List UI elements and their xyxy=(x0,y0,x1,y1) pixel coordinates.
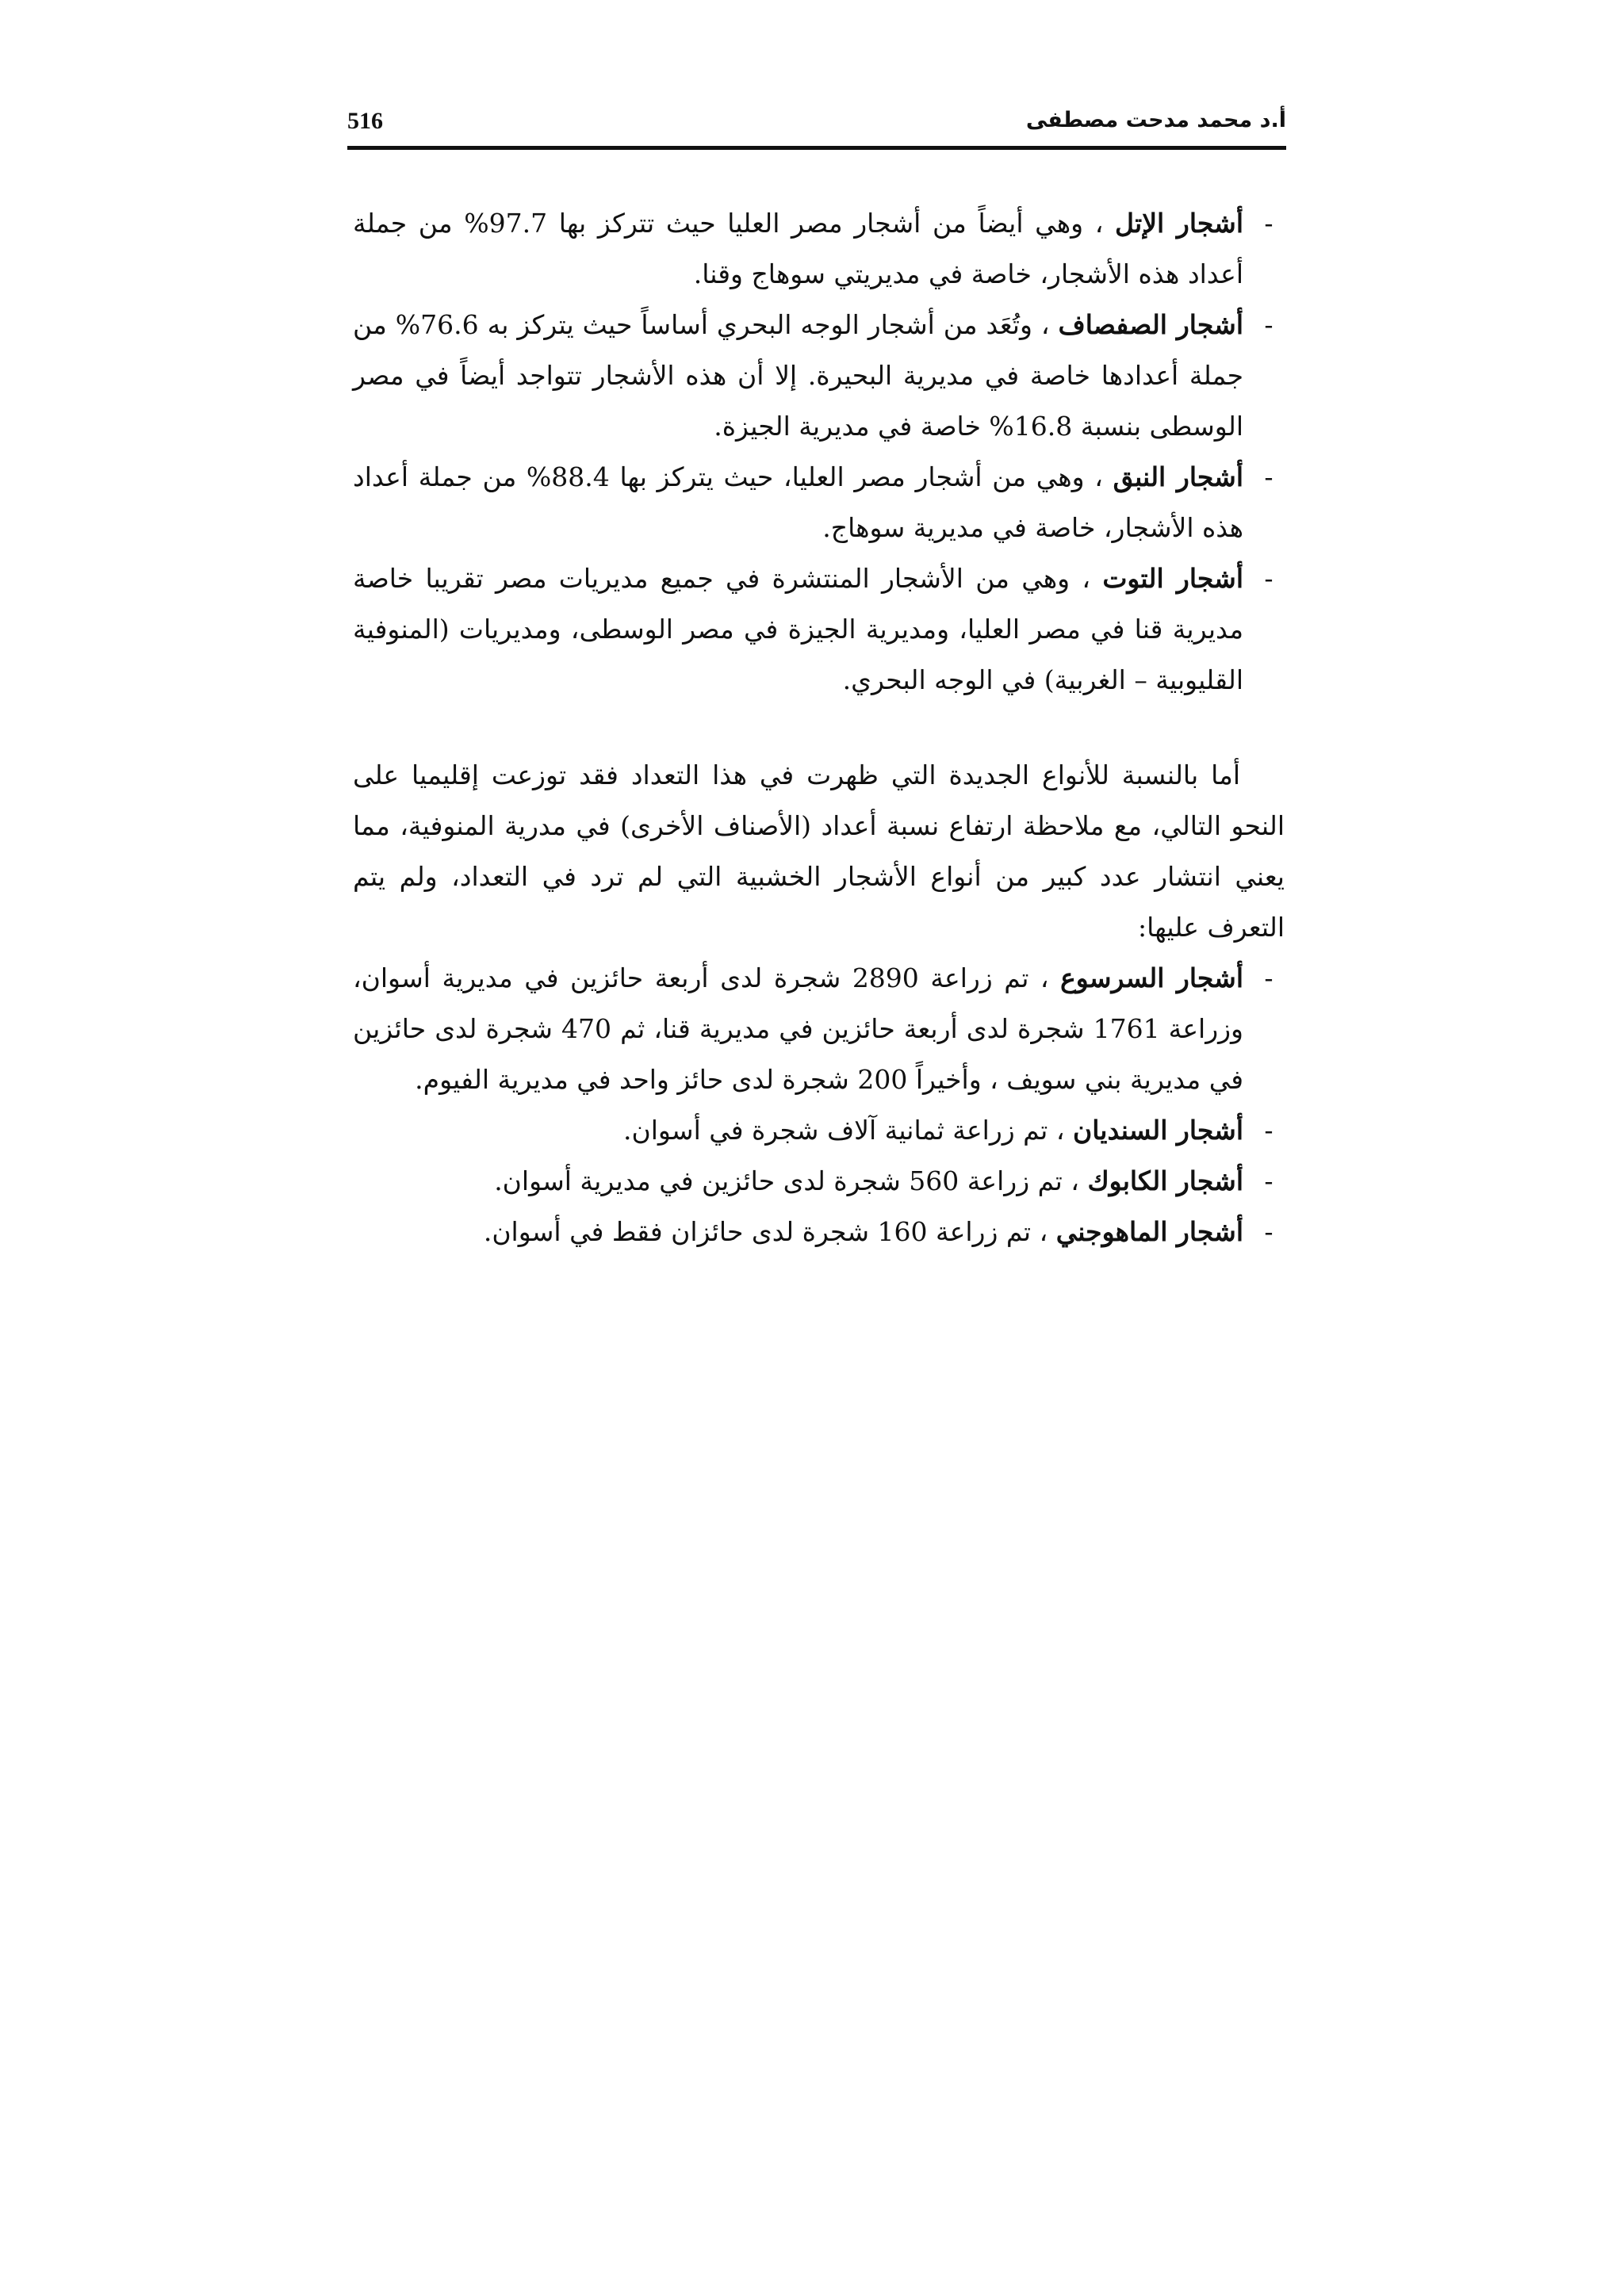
item-text: تم زراعة 2890 شجرة لدى أربعة حائزين في مديرية أسوان، وزراعة 1761 شجرة لدى أربعة حائزين في مديرية قنا، ثم 470 شجرة لدى حائزين في مديرية بني سويف ، وأخيراً 200 شجرة لدى حائز واحد في مديرية الفيوم. xyxy=(353,962,1243,1095)
list-item xyxy=(353,1207,1285,1257)
item-text: وهي من أشجار مصر العليا، حيث يتركز بها 88.4% من جملة أعداد هذه الأشجار، خاصة في مديرية سوهاج. xyxy=(353,461,1243,543)
list-item xyxy=(353,300,1285,452)
item-text: وتُعَد من أشجار الوجه البحري أساساً حيث يتركز به 76.6% من جملة أعدادها خاصة في مديرية البحيرة. إلا أن هذه الأشجار تتواجد أيضاً في مصر الوسطى بنسبة 16.8% خاصة في مديرية الجيزة. xyxy=(353,309,1243,442)
intro-paragraph: أما بالنسبة للأنواع الجديدة التي ظهرت في هذا التعداد فقد توزعت إقليميا على النحو التالي، مع ملاحظة ارتفاع نسبة أعداد (الأصناف الأخرى) في مدرية المنوفية، مما يعني انتشار عدد كبير من أنواع الأشجار الخشبية التي لم ترد في التعداد، ولم يتم التعرف عليها: xyxy=(353,760,1285,943)
dash-bullet-icon: - xyxy=(1264,461,1274,492)
tree-name: أشجار الإتل xyxy=(1115,208,1243,239)
list-item xyxy=(353,1105,1285,1156)
list-item xyxy=(353,1156,1285,1207)
tree-list-common xyxy=(353,198,1285,706)
dash-bullet-icon: - xyxy=(1264,962,1274,993)
item-text: وهي من الأشجار المنتشرة في جميع مديريات مصر تقريبا خاصة مديرية قنا في مصر العليا، ومديرية الجيزة في مصر الوسطى، ومديريات (المنوفية القليوبية – الغربية) في الوجه البحري. xyxy=(353,563,1243,695)
item-text: تم زراعة 560 شجرة لدى حائزين في مديرية أسوان. xyxy=(494,1165,1063,1196)
separator: ، xyxy=(1083,208,1116,239)
separator: ، xyxy=(1032,309,1059,340)
page-body xyxy=(353,198,1285,1257)
item-text: تم زراعة 160 شجرة لدى حائزان فقط في أسوان. xyxy=(483,1216,1032,1247)
section-gap xyxy=(353,706,1285,750)
separator: ، xyxy=(1084,461,1113,492)
list-item xyxy=(353,198,1285,300)
page-number: 516 xyxy=(347,108,383,134)
tree-name: أشجار التوت xyxy=(1102,563,1243,594)
separator: ، xyxy=(1048,1115,1073,1146)
tree-name: أشجار النبق xyxy=(1113,461,1243,492)
tree-name: أشجار الكابوك xyxy=(1087,1165,1243,1196)
dash-bullet-icon: - xyxy=(1264,1216,1274,1247)
separator: ، xyxy=(1070,563,1103,594)
tree-name: أشجار الصفصاف xyxy=(1058,309,1243,340)
separator: ، xyxy=(1028,962,1061,993)
dash-bullet-icon: - xyxy=(1264,563,1274,594)
dash-bullet-icon: - xyxy=(1264,1165,1274,1196)
header-rule xyxy=(347,146,1286,150)
item-text: وهي أيضاً من أشجار مصر العليا حيث تتركز بها 97.7% من جملة أعداد هذه الأشجار، خاصة في مديريتي سوهاج وقنا. xyxy=(353,208,1243,289)
author-name: أ.د محمد مدحت مصطفى xyxy=(1025,108,1286,132)
item-text: تم زراعة ثمانية آلاف شجرة في أسوان. xyxy=(622,1115,1048,1146)
tree-name: أشجار الماهوجني xyxy=(1055,1216,1243,1247)
list-item xyxy=(353,953,1285,1105)
page-header xyxy=(347,103,1286,147)
separator: ، xyxy=(1031,1216,1056,1247)
dash-bullet-icon: - xyxy=(1264,1115,1274,1146)
tree-list-new xyxy=(353,953,1285,1257)
list-item xyxy=(353,553,1285,706)
tree-name: أشجار السنديان xyxy=(1072,1115,1243,1146)
dash-bullet-icon: - xyxy=(1264,208,1274,239)
list-item xyxy=(353,452,1285,553)
tree-name: أشجار السرسوع xyxy=(1060,962,1243,993)
separator: ، xyxy=(1062,1165,1088,1196)
dash-bullet-icon: - xyxy=(1264,309,1274,340)
